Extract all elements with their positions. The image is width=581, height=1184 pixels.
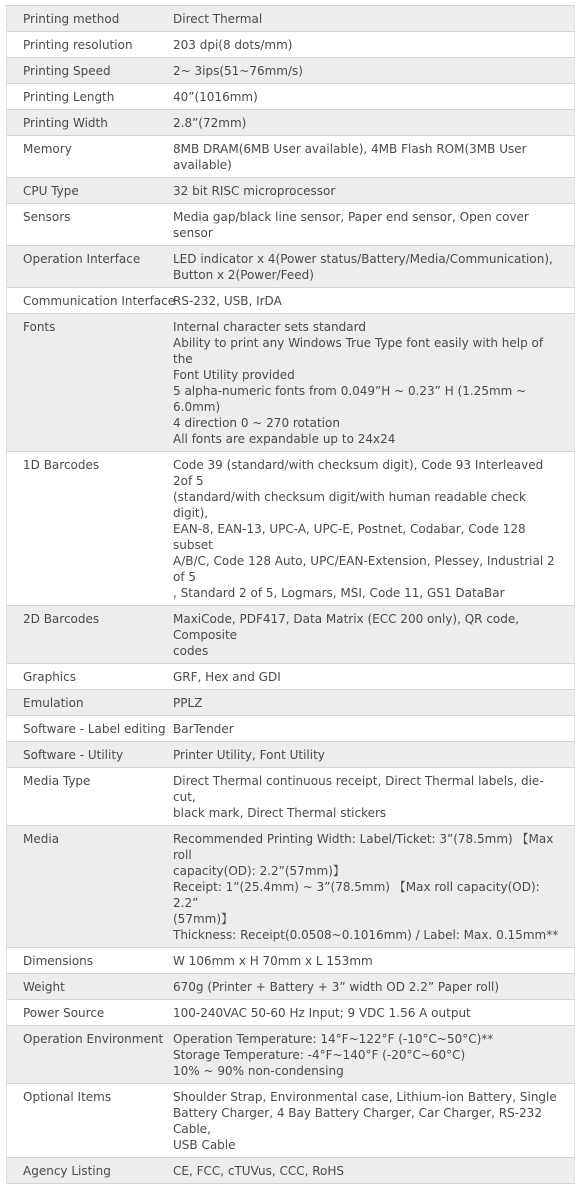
spec-value: PPLZ bbox=[173, 696, 203, 710]
spec-value: 203 dpi(8 dots/mm) bbox=[173, 38, 293, 52]
spec-label: Emulation bbox=[23, 696, 84, 710]
spec-row-agency-listing bbox=[6, 1158, 575, 1184]
spec-row-media-type bbox=[6, 768, 575, 826]
spec-row-printing-width bbox=[6, 110, 575, 136]
spec-label: Operation Interface bbox=[23, 252, 141, 266]
spec-value: W 106mm x H 70mm x L 153mm bbox=[173, 954, 373, 968]
spec-label: Weight bbox=[23, 980, 65, 994]
spec-label: CPU Type bbox=[23, 184, 79, 198]
spec-value: Direct Thermal continuous receipt, Direct Thermal labels, die-cut, black mark, Direct Thermal stickers bbox=[173, 774, 544, 820]
spec-label: Fonts bbox=[23, 320, 56, 334]
spec-label: Software - Label editing bbox=[23, 722, 166, 736]
spec-label: Media Type bbox=[23, 774, 91, 788]
spec-value: Shoulder Strap, Environmental case, Lithium-ion Battery, Single Battery Charger, 4 Bay Battery Charger, Car Charger, RS-232 Cable, USB Cable bbox=[173, 1090, 557, 1152]
spec-row-optional-items bbox=[6, 1084, 575, 1158]
spec-row-printing-method bbox=[6, 6, 575, 32]
spec-row-operation-environment bbox=[6, 1026, 575, 1084]
spec-value: 32 bit RISC microprocessor bbox=[173, 184, 336, 198]
spec-value: 8MB DRAM(6MB User available), 4MB Flash ROM(3MB User available) bbox=[173, 142, 527, 172]
spec-row-software-utility bbox=[6, 742, 575, 768]
spec-row-graphics bbox=[6, 664, 575, 690]
spec-label: Power Source bbox=[23, 1006, 105, 1020]
spec-value: Media gap/black line sensor, Paper end sensor, Open cover sensor bbox=[173, 210, 529, 240]
spec-value: 40”(1016mm) bbox=[173, 90, 258, 104]
spec-value: 2.8”(72mm) bbox=[173, 116, 247, 130]
spec-value: Internal character sets standard Ability to print any Windows True Type font easily with help of the Font Utility provided 5 alpha-numeric fonts from 0.049”H ~ 0.23” H (1.25mm ~ 6.0mm) 4 direction 0 ~ 270 rotation All fonts are expandable up to 24x24 bbox=[173, 320, 544, 446]
spec-label: Optional Items bbox=[23, 1090, 112, 1104]
spec-row-2d-barcodes bbox=[6, 606, 575, 664]
spec-value: GRF, Hex and GDI bbox=[173, 670, 281, 684]
spec-label: Printing resolution bbox=[23, 38, 133, 52]
spec-row-dimensions bbox=[6, 948, 575, 974]
spec-value: MaxiCode, PDF417, Data Matrix (ECC 200 only), QR code, Composite codes bbox=[173, 612, 520, 658]
spec-value: 100-240VAC 50-60 Hz Input; 9 VDC 1.56 A output bbox=[173, 1006, 471, 1020]
spec-label: Dimensions bbox=[23, 954, 94, 968]
spec-label: Printing Length bbox=[23, 90, 115, 104]
spec-row-operation-interface bbox=[6, 246, 575, 288]
spec-label: 2D Barcodes bbox=[23, 612, 100, 626]
spec-label: Agency Listing bbox=[23, 1164, 111, 1178]
spec-row-communication-interface bbox=[6, 288, 575, 314]
spec-label: Printing Width bbox=[23, 116, 108, 130]
spec-value: RS-232, USB, IrDA bbox=[173, 294, 282, 308]
spec-value: 670g (Printer + Battery + 3” width OD 2.2” Paper roll) bbox=[173, 980, 500, 994]
spec-row-weight bbox=[6, 974, 575, 1000]
spec-table bbox=[6, 5, 575, 1184]
spec-label: Operation Environment bbox=[23, 1032, 164, 1046]
spec-row-cpu-type bbox=[6, 178, 575, 204]
spec-row-power-source bbox=[6, 1000, 575, 1026]
spec-value: Direct Thermal bbox=[173, 12, 263, 26]
spec-row-emulation bbox=[6, 690, 575, 716]
spec-value: Code 39 (standard/with checksum digit), Code 93 Interleaved 2of 5 (standard/with checksum digit/with human readable check digit), EAN-8, EAN-13, UPC-A, UPC-E, Postnet, Codabar, Code 128 subset A/B/C, Code 128 Auto, UPC/EAN-Extension, Plessey, Industrial 2 of 5 , Standard 2 of 5, Logmars, MSI, Code 11, GS1 DataBar bbox=[173, 458, 555, 600]
spec-value: BarTender bbox=[173, 722, 234, 736]
spec-row-memory bbox=[6, 136, 575, 178]
spec-label: Media bbox=[23, 832, 60, 846]
spec-value: Recommended Printing Width: Label/Ticket: 3”(78.5mm) 【Max roll capacity(OD): 2.2”(57mm)】 Receipt: 1”(25.4mm) ~ 3”(78.5mm) 【Max roll capacity(OD): 2.2” (57mm)】 Thickness: Receipt(0.0508~0.1016mm) / Label: Max. 0.15mm** bbox=[173, 832, 559, 942]
spec-row-printing-resolution bbox=[6, 32, 575, 58]
spec-row-printing-speed bbox=[6, 58, 575, 84]
spec-row-1d-barcodes bbox=[6, 452, 575, 606]
spec-row-media bbox=[6, 826, 575, 948]
spec-label: Software - Utility bbox=[23, 748, 124, 762]
spec-label: 1D Barcodes bbox=[23, 458, 100, 472]
spec-label: Sensors bbox=[23, 210, 71, 224]
spec-label: Printing method bbox=[23, 12, 120, 26]
spec-value: Printer Utility, Font Utility bbox=[173, 748, 325, 762]
spec-value: 2~ 3ips(51~76mm/s) bbox=[173, 64, 303, 78]
spec-value: LED indicator x 4(Power status/Battery/Media/Communication), Button x 2(Power/Feed) bbox=[173, 252, 553, 282]
spec-row-printing-length bbox=[6, 84, 575, 110]
spec-label: Memory bbox=[23, 142, 72, 156]
spec-label: Graphics bbox=[23, 670, 76, 684]
spec-row-sensors bbox=[6, 204, 575, 246]
spec-value: Operation Temperature: 14°F~122°F (-10°C~50°C)** Storage Temperature: -4°F~140°F (-20°C~60°C) 10% ~ 90% non-condensing bbox=[173, 1032, 494, 1078]
spec-label: Printing Speed bbox=[23, 64, 111, 78]
spec-value: CE, FCC, cTUVus, CCC, RoHS bbox=[173, 1164, 345, 1178]
spec-row-fonts bbox=[6, 314, 575, 452]
spec-label: Communication Interface bbox=[23, 294, 176, 308]
spec-row-software-label-editing bbox=[6, 716, 575, 742]
